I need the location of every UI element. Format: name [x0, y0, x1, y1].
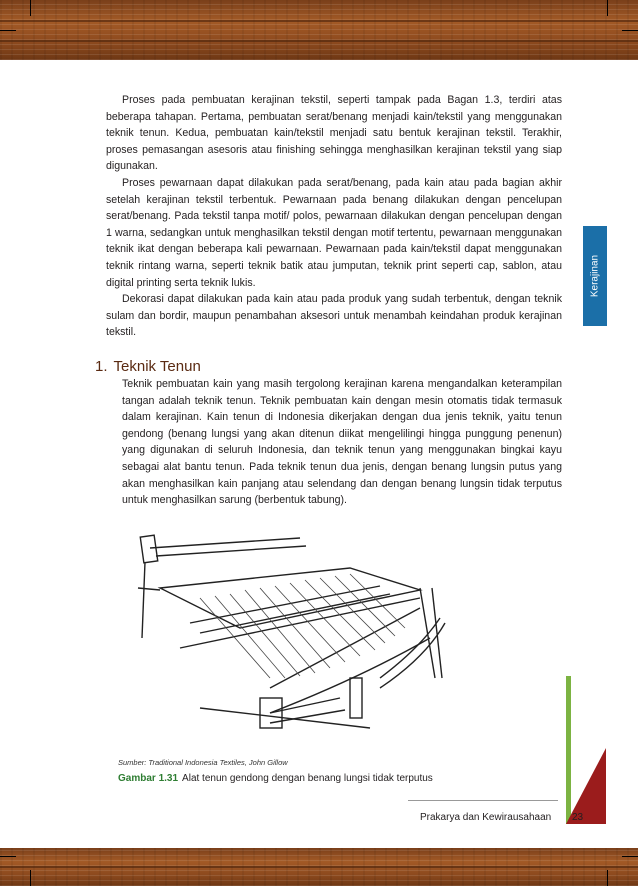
crop-mark [607, 870, 608, 886]
page-number: 23 [572, 812, 584, 823]
footer-rule [408, 800, 558, 801]
figure-caption [118, 773, 433, 784]
crop-mark [607, 0, 608, 16]
loom-illustration [120, 528, 460, 748]
paragraph-process: Proses pada pembuatan kerajinan tekstil, seperti tampak pada Bagan 1.3, terdiri atas beberapa tahapan. Pertama, pembuatan serat/benang menjadi kain/tekstil yang menggunakan teknik tenun. Kedua, pembuatan kain/tekstil menjadi satu bentuk kerajinan tekstil. Terakhir, proses pemasangan asesoris atau finishing sehingga menghasilkan kerajinan tekstil yang siap digunakan. [106, 94, 562, 173]
crop-mark [0, 856, 16, 857]
section-number: 1. [95, 358, 108, 375]
figure-caption-text: Alat tenun gendong dengan benang lungsi tidak terputus [182, 773, 433, 784]
chapter-tab-label: Kerajinan [589, 254, 601, 298]
crop-mark [622, 30, 638, 31]
figure-source: Sumber: Traditional Indonesia Textiles, John Gillow [118, 758, 288, 767]
crop-mark [622, 856, 638, 857]
footer-wood-band [0, 848, 638, 886]
section-title [95, 358, 207, 375]
crop-mark [30, 870, 31, 886]
section-paragraph: Teknik pembuatan kain yang masih tergolong kerajinan karena mengandalkan keterampilan tangan adalah teknik tenun. Teknik pembuatan kain dengan mesin otomatis tidak termasuk dalam kerajinan. Kain tenun di Indonesia dikerjakan dengan dua jenis teknik, yaitu tenun gendong (benang lungsi yang akan ditenun diikat mengelilingi hingga punggung penenun) yang digunakan di seluruh Indonesia, dan teknik tenun yang menggunakan bingkai kayu sebagai alat bantu tenun. Pada teknik tenun dua jenis, dengan benang lungsin putus yang akan menghasilkan kain panjang atau selendang dan dengan benang lungsin tidak terputus untuk menghasilkan sarung (berbentuk tabung). [122, 378, 562, 507]
figure-label: Gambar 1.31 [118, 773, 179, 784]
crop-mark [0, 30, 16, 31]
paragraph-decoration: Dekorasi dapat dilakukan pada kain atau pada produk yang sudah terbentuk, dengan teknik sulam dan bordir, maupun penambahan aksesori untuk menambah keindahan produk kerajinan tekstil. [106, 293, 562, 339]
intro-text [106, 92, 562, 341]
paragraph-coloring: Proses pewarnaan dapat dilakukan pada serat/benang, pada kain atau pada bagian akhir setelah kerajinan tekstil terbentuk. Pewarnaan pada benang dilakukan dengan pencelupan serat/benang. Pada tekstil tanpa motif/ polos, pewarnaan dilakukan dengan pencelupan dengan 1 warna, sedangkan untuk menghasilkan tekstil dengan motif tertentu, pewarnaan menggunakan teknik ikat dengan beberapa kali pewarnaan. Pewarnaan pada kain/tekstil dapat menggunakan teknik rintang warna, seperti teknik batik atau jumputan, teknik print seperti cap, sablon, atau digital printing serta teknik lukis. [106, 176, 562, 289]
crop-mark [30, 0, 31, 16]
section-title-text: Teknik Tenun [113, 358, 201, 375]
chapter-tab [583, 226, 607, 326]
book-title: Prakarya dan Kewirausahaan [420, 812, 552, 823]
header-wood-band [0, 0, 638, 60]
